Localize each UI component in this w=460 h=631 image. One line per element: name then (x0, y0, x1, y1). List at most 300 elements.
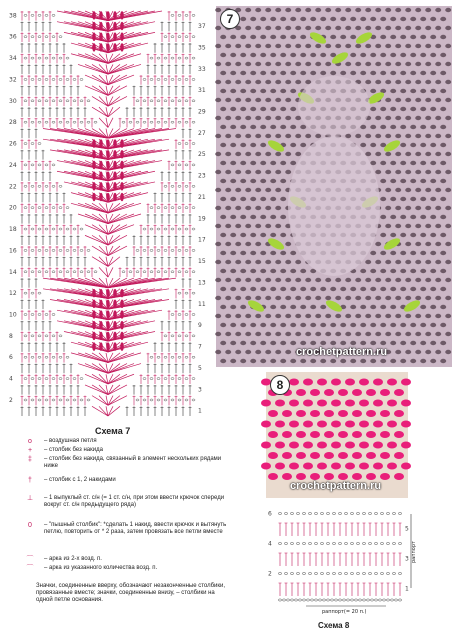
chain-mark (322, 599, 325, 601)
chain-mark (52, 378, 55, 380)
pink-hole (373, 379, 383, 386)
lace-hole (365, 260, 371, 264)
chain-mark (185, 143, 188, 145)
puff-mark (99, 321, 103, 330)
lace-hole (410, 341, 416, 345)
lace-hole (425, 134, 431, 138)
chain-mark (171, 100, 174, 102)
chain-mark (354, 599, 357, 601)
lace-hole (275, 134, 281, 138)
lace-hole (415, 170, 421, 174)
chain-mark (178, 57, 181, 59)
lace-hole (375, 26, 381, 30)
legend-text: – арка из указанного количества возд. п. (44, 565, 158, 571)
lace-hole (265, 98, 271, 102)
lace-hole (285, 350, 291, 354)
lace-hole (440, 89, 446, 93)
chain-mark (398, 599, 401, 601)
puff-stitch-icon: 0 (28, 522, 32, 529)
lace-hole (280, 17, 286, 21)
row-number: 1 (405, 585, 409, 593)
chain-mark (185, 164, 188, 166)
chain-mark (192, 271, 195, 273)
lace-hole (240, 287, 246, 291)
chain-mark (52, 356, 55, 358)
chain-mark (31, 356, 34, 358)
lace-hole (380, 35, 386, 39)
lace-hole (420, 215, 426, 219)
lace-hole (440, 71, 446, 75)
pink-hole (261, 463, 271, 470)
lace-hole (420, 53, 426, 57)
lace-hole (420, 251, 426, 255)
lace-hole (420, 269, 426, 273)
lace-hole (300, 125, 306, 129)
lace-hole (390, 89, 396, 93)
chain-stitch-icon: о (28, 438, 32, 445)
puff-mark (120, 289, 124, 298)
row-number: 20 (9, 204, 17, 212)
chain-mark (374, 512, 377, 514)
chain-mark (192, 78, 195, 80)
lace-hole (295, 296, 301, 300)
legend-text: – воздушная петля (44, 438, 97, 444)
puff-mark (113, 139, 117, 148)
chain-mark (80, 78, 83, 80)
lace-hole (230, 107, 236, 111)
lace-hole (330, 71, 336, 75)
chain-mark (52, 185, 55, 187)
lace-hole (410, 233, 416, 237)
lace-hole (225, 44, 231, 48)
lace-hole (395, 278, 401, 282)
chain-mark (171, 399, 174, 401)
chain-mark (45, 57, 48, 59)
chain-mark (143, 399, 146, 401)
lace-hole (410, 17, 416, 21)
lace-hole (240, 53, 246, 57)
chain-mark (52, 335, 55, 337)
lace-hole (270, 125, 276, 129)
lace-hole (425, 260, 431, 264)
row-number: 16 (9, 247, 17, 255)
chain-mark (24, 14, 27, 16)
lace-hole (285, 296, 291, 300)
lace-hole (420, 341, 426, 345)
chain-mark (31, 121, 34, 123)
lace-hole (385, 170, 391, 174)
lace-hole (285, 8, 291, 12)
lace-hole (300, 269, 306, 273)
lace-hole (420, 359, 426, 363)
lace-hole (300, 323, 306, 327)
lace-hole (445, 224, 451, 228)
chain-mark (150, 271, 153, 273)
pink-hole (359, 400, 369, 407)
chain-mark (386, 542, 389, 544)
lace-hole (260, 251, 266, 255)
lace-hole (355, 62, 361, 66)
fan-stitch (85, 86, 108, 96)
lace-hole (260, 323, 266, 327)
lace-hole (375, 116, 381, 120)
puff-mark (120, 11, 124, 20)
lace-hole (280, 35, 286, 39)
chain-mark (302, 542, 305, 544)
lace-hole (435, 350, 441, 354)
lace-hole (215, 206, 221, 210)
lace-hole (410, 251, 416, 255)
lace-hole (385, 224, 391, 228)
chain-mark (94, 121, 97, 123)
chain-mark (192, 228, 195, 230)
chain-mark (374, 542, 377, 544)
lace-hole (250, 125, 256, 129)
chain-mark (52, 399, 55, 401)
lace-hole (250, 287, 256, 291)
pink-hole (373, 400, 383, 407)
chain-mark (302, 572, 305, 574)
lace-hole (245, 188, 251, 192)
lace-hole (400, 17, 406, 21)
chain-mark (282, 599, 285, 601)
chain-mark (290, 512, 293, 514)
pink-hole (394, 431, 404, 438)
lace-hole (440, 233, 446, 237)
puff-mark (113, 11, 117, 20)
lace-hole (410, 269, 416, 273)
lace-hole (420, 17, 426, 21)
lace-hole (305, 134, 311, 138)
pink-hole (380, 452, 390, 459)
chain-mark (380, 512, 383, 514)
puff-mark (99, 11, 103, 20)
chain-mark (294, 599, 297, 601)
lace-hole (255, 170, 261, 174)
lace-hole (280, 341, 286, 345)
lace-hole (330, 17, 336, 21)
lace-hole (405, 206, 411, 210)
lace-hole (430, 305, 436, 309)
pink-hole (331, 400, 341, 407)
lace-hole (305, 314, 311, 318)
lace-hole (260, 89, 266, 93)
lace-hole (265, 170, 271, 174)
chain-mark (332, 512, 335, 514)
chain-mark (143, 121, 146, 123)
chain-mark (87, 271, 90, 273)
lace-hole (225, 134, 231, 138)
lace-hole (430, 89, 436, 93)
puff-mark (120, 139, 124, 148)
lace-hole (395, 260, 401, 264)
pink-hole (324, 389, 334, 396)
chain-mark (24, 292, 27, 294)
chain-mark (52, 164, 55, 166)
chain-mark (398, 572, 401, 574)
lace-hole (250, 35, 256, 39)
chain-mark (366, 599, 369, 601)
lace-hole (245, 152, 251, 156)
chain-mark (164, 121, 167, 123)
pink-hole (401, 379, 411, 386)
chain-mark (45, 36, 48, 38)
lace-hole (245, 206, 251, 210)
pink-hole (345, 421, 355, 428)
lace-hole (245, 278, 251, 282)
chain-mark (298, 599, 301, 601)
lace-hole (415, 278, 421, 282)
lace-hole (435, 80, 441, 84)
chain-mark (157, 378, 160, 380)
lace-hole (395, 332, 401, 336)
lace-hole (410, 53, 416, 57)
fan-stitch (85, 374, 108, 384)
lace-hole (315, 134, 321, 138)
lace-hole (255, 260, 261, 264)
lace-hole (405, 224, 411, 228)
lace-hole (225, 62, 231, 66)
lace-hole (345, 296, 351, 300)
lace-hole (220, 269, 226, 273)
lace-hole (400, 35, 406, 39)
fan-stitch (85, 225, 108, 235)
lace-hole (285, 152, 291, 156)
rapport-horizontal-label: раппорт(= 20 п.) (322, 609, 367, 615)
lace-hole (270, 287, 276, 291)
lace-hole (425, 44, 431, 48)
lace-hole (335, 332, 341, 336)
pink-hole (401, 400, 411, 407)
lace-hole (440, 179, 446, 183)
chain-mark (308, 572, 311, 574)
lace-hole (365, 26, 371, 30)
lace-hole (365, 332, 371, 336)
pink-hole (296, 431, 306, 438)
chain-mark (66, 399, 69, 401)
pink-hole (331, 421, 341, 428)
lace-hole (320, 323, 326, 327)
lace-hole (245, 62, 251, 66)
pink-hole (296, 389, 306, 396)
lace-hole (230, 143, 236, 147)
lace-hole (430, 179, 436, 183)
puff-mark (113, 342, 117, 351)
row-number: 3 (405, 555, 409, 563)
chain-mark (398, 542, 401, 544)
chain-mark (386, 599, 389, 601)
puff-mark (106, 150, 110, 159)
puff-mark (92, 150, 96, 159)
pink-hole (296, 452, 306, 459)
chain-mark (192, 378, 195, 380)
chain-mark (290, 599, 293, 601)
lace-hole (250, 359, 256, 363)
chain-mark (122, 121, 125, 123)
lace-hole (215, 98, 221, 102)
lace-hole (445, 332, 451, 336)
lace-hole (445, 242, 451, 246)
lace-hole (440, 125, 446, 129)
pink-hole (324, 452, 334, 459)
lace-hole (445, 188, 451, 192)
lace-hole (420, 287, 426, 291)
puff-mark (106, 193, 110, 202)
puff-mark (92, 182, 96, 191)
lace-hole (420, 197, 426, 201)
row-number: 5 (198, 364, 202, 372)
lace-hole (260, 269, 266, 273)
lace-hole (220, 89, 226, 93)
chain-mark (185, 356, 188, 358)
chain-mark (45, 399, 48, 401)
lace-hole (380, 197, 386, 201)
lace-hole (250, 233, 256, 237)
puff-mark (92, 22, 96, 31)
lace-hole (330, 287, 336, 291)
lace-hole (275, 62, 281, 66)
chain-mark (178, 164, 181, 166)
chain-mark (326, 599, 329, 601)
lace-hole (440, 107, 446, 111)
chain-mark (87, 249, 90, 251)
lace-hole (255, 134, 261, 138)
lace-hole (425, 170, 431, 174)
lace-hole (320, 359, 326, 363)
lace-hole (255, 350, 261, 354)
lace-hole (230, 233, 236, 237)
lace-hole (215, 152, 221, 156)
puff-mark (106, 171, 110, 180)
lace-hole (360, 269, 366, 273)
pink-hole (387, 442, 397, 449)
lace-hole (430, 71, 436, 75)
lace-hole (215, 224, 221, 228)
row-number: 18 (9, 226, 17, 234)
chain-mark (66, 356, 69, 358)
chain-mark (362, 599, 365, 601)
chain-mark (143, 249, 146, 251)
lace-hole (380, 323, 386, 327)
lace-hole (375, 332, 381, 336)
lace-hole (290, 251, 296, 255)
lace-hole (350, 305, 356, 309)
chain-mark (24, 378, 27, 380)
lace-hole (225, 296, 231, 300)
chain-mark (31, 207, 34, 209)
lace-hole (250, 269, 256, 273)
chain-mark (278, 599, 281, 601)
lace-hole (345, 8, 351, 12)
pink-hole (366, 452, 376, 459)
fan-stitch (108, 257, 120, 267)
puff-mark (92, 193, 96, 202)
puff-mark (92, 32, 96, 41)
lace-hole (385, 98, 391, 102)
chain-mark (66, 207, 69, 209)
chain-mark (73, 100, 76, 102)
lace-hole (300, 305, 306, 309)
lace-hole (390, 215, 396, 219)
lace-hole (220, 251, 226, 255)
chain-mark (52, 271, 55, 273)
chain-mark (370, 599, 373, 601)
chain-mark (80, 378, 83, 380)
lace-hole (265, 332, 271, 336)
lace-hole (305, 296, 311, 300)
chain-mark (31, 249, 34, 251)
lace-hole (380, 341, 386, 345)
chain-mark (24, 185, 27, 187)
lace-hole (410, 125, 416, 129)
lace-hole (445, 314, 451, 318)
lace-hole (370, 269, 376, 273)
lace-hole (400, 359, 406, 363)
lace-hole (305, 62, 311, 66)
lace-hole (300, 143, 306, 147)
lace-hole (410, 197, 416, 201)
chain-mark (344, 512, 347, 514)
lace-hole (315, 8, 321, 12)
pink-hole (366, 410, 376, 417)
fan-stitch (85, 364, 108, 374)
lace-texture-7 (216, 6, 452, 367)
chain-mark (392, 542, 395, 544)
lace-hole (345, 44, 351, 48)
lace-hole (430, 53, 436, 57)
chain-mark (87, 399, 90, 401)
puff-mark (99, 182, 103, 191)
lace-hole (395, 350, 401, 354)
lace-hole (440, 161, 446, 165)
lace-hole (230, 89, 236, 93)
chain-mark (52, 57, 55, 59)
chain-mark (178, 207, 181, 209)
lace-hole (415, 134, 421, 138)
chain-mark (338, 512, 341, 514)
rapport-vertical-label: раппорт (411, 541, 417, 563)
chain-mark (278, 542, 281, 544)
chain-mark (45, 271, 48, 273)
puff-mark (106, 43, 110, 52)
lace-hole (220, 341, 226, 345)
lace-hole (235, 296, 241, 300)
chain-mark (332, 542, 335, 544)
lace-hole (265, 260, 271, 264)
lace-hole (315, 26, 321, 30)
chain-mark (164, 100, 167, 102)
lace-hole (285, 332, 291, 336)
lace-hole (290, 143, 296, 147)
fan-stitch (108, 406, 120, 416)
lace-hole (305, 278, 311, 282)
lace-hole (365, 314, 371, 318)
lace-hole (400, 233, 406, 237)
lace-hole (230, 215, 236, 219)
lace-hole (415, 188, 421, 192)
chain-mark (45, 314, 48, 316)
chain-mark (164, 185, 167, 187)
photo-8-watermark: crochetpattern.ru (290, 480, 382, 492)
lace-hole (415, 206, 421, 210)
lace-hole (405, 8, 411, 12)
lace-hole (430, 269, 436, 273)
lace-hole (215, 170, 221, 174)
chain-mark (66, 57, 69, 59)
puff-mark (92, 310, 96, 319)
lace-hole (255, 332, 261, 336)
lace-hole (270, 179, 276, 183)
